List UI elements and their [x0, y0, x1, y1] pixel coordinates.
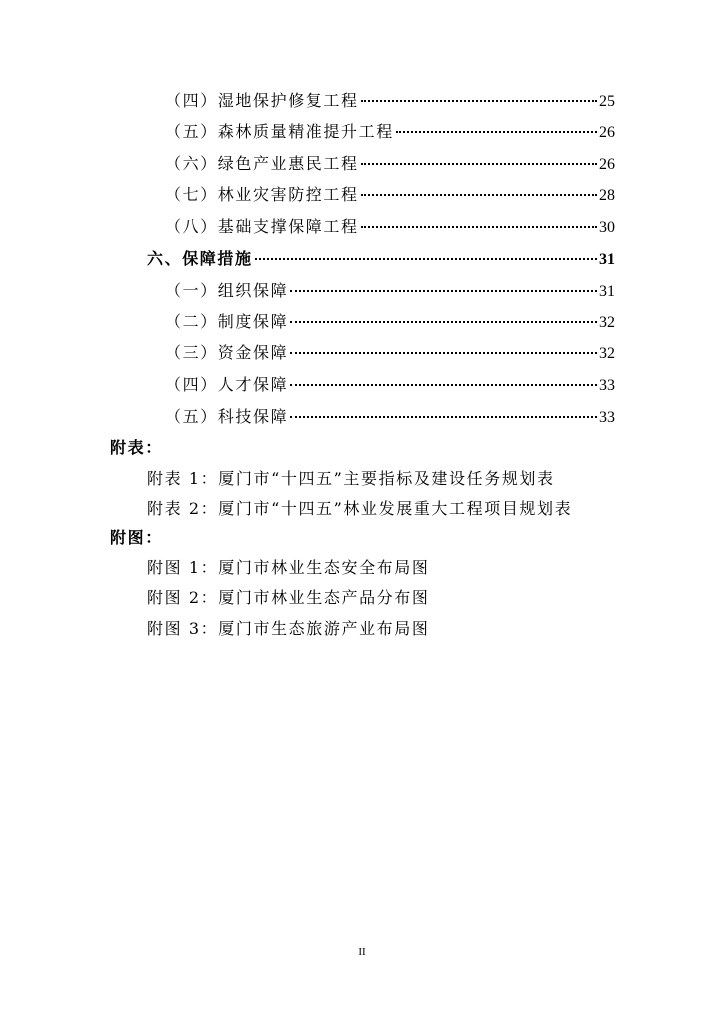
leader-dots: [290, 384, 597, 386]
toc-entry-page: 30: [599, 219, 615, 236]
leader-dots: [361, 163, 597, 165]
toc-entry-page: 31: [599, 251, 615, 268]
toc-entry-organization[interactable]: [165, 281, 615, 302]
page-number: II: [358, 946, 366, 958]
leader-dots: [255, 258, 597, 260]
toc-entry-label: （四）人才保障: [165, 375, 289, 394]
toc-entry-label: （八）基础支撑保障工程: [165, 217, 359, 236]
leader-dots: [361, 194, 597, 196]
toc-entry-funding[interactable]: [165, 343, 615, 364]
toc-entry-green-industry[interactable]: [165, 154, 615, 175]
leader-dots: [290, 416, 597, 418]
toc-entry-page: 26: [599, 124, 615, 141]
toc-entry-label: （三）资金保障: [165, 343, 289, 362]
toc-entry-technology[interactable]: [165, 407, 615, 428]
toc-entry-disaster-control[interactable]: [165, 185, 615, 206]
toc-entry-page: 32: [599, 345, 615, 362]
leader-dots: [290, 352, 597, 354]
toc-entry-page: 26: [599, 156, 615, 173]
toc-entry-label: （四）湿地保护修复工程: [165, 91, 359, 110]
toc-entry-label: （六）绿色产业惠民工程: [165, 154, 359, 173]
toc-entry-label: （二）制度保障: [165, 312, 289, 331]
toc-entry-label: （七）林业灾害防控工程: [165, 185, 359, 204]
toc-entry-page: 32: [599, 314, 615, 331]
toc-entry-label: （五）森林质量精准提升工程: [165, 122, 394, 141]
leader-dots: [290, 290, 597, 292]
toc-entry-system[interactable]: [165, 312, 615, 333]
leader-dots: [361, 100, 597, 102]
appendix-figure-item[interactable]: 附图 1：厦门市林业生态安全布局图: [147, 558, 430, 577]
leader-dots: [396, 131, 597, 133]
leader-dots: [290, 321, 597, 323]
appendix-table-item[interactable]: 附表 1：厦门市“十四五”主要指标及建设任务规划表: [147, 469, 555, 488]
toc-entry-forest-quality[interactable]: [165, 122, 615, 143]
toc-entry-talent[interactable]: [165, 375, 615, 396]
toc-entry-page: 31: [599, 283, 615, 300]
toc-entry-label: （五）科技保障: [165, 407, 289, 426]
appendix-figure-item[interactable]: 附图 2：厦门市林业生态产品分布图: [147, 588, 430, 607]
toc-entry-safeguards[interactable]: [147, 249, 615, 270]
appendix-figures-heading: 附图：: [110, 528, 163, 547]
toc-entry-page: 33: [599, 377, 615, 394]
toc-entry-label: 六、保障措施: [147, 249, 253, 268]
toc-entry-wetland[interactable]: [165, 91, 615, 112]
leader-dots: [361, 226, 597, 228]
toc-entry-page: 28: [599, 187, 615, 204]
appendix-table-item[interactable]: 附表 2：厦门市“十四五”林业发展重大工程项目规划表: [147, 499, 573, 518]
toc-entry-infrastructure[interactable]: [165, 217, 615, 238]
appendix-figure-item[interactable]: 附图 3：厦门市生态旅游产业布局图: [147, 619, 430, 638]
toc-entry-label: （一）组织保障: [165, 281, 289, 300]
appendix-tables-heading: 附表：: [110, 438, 163, 457]
toc-entry-page: 25: [599, 93, 615, 110]
toc-entry-page: 33: [599, 409, 615, 426]
